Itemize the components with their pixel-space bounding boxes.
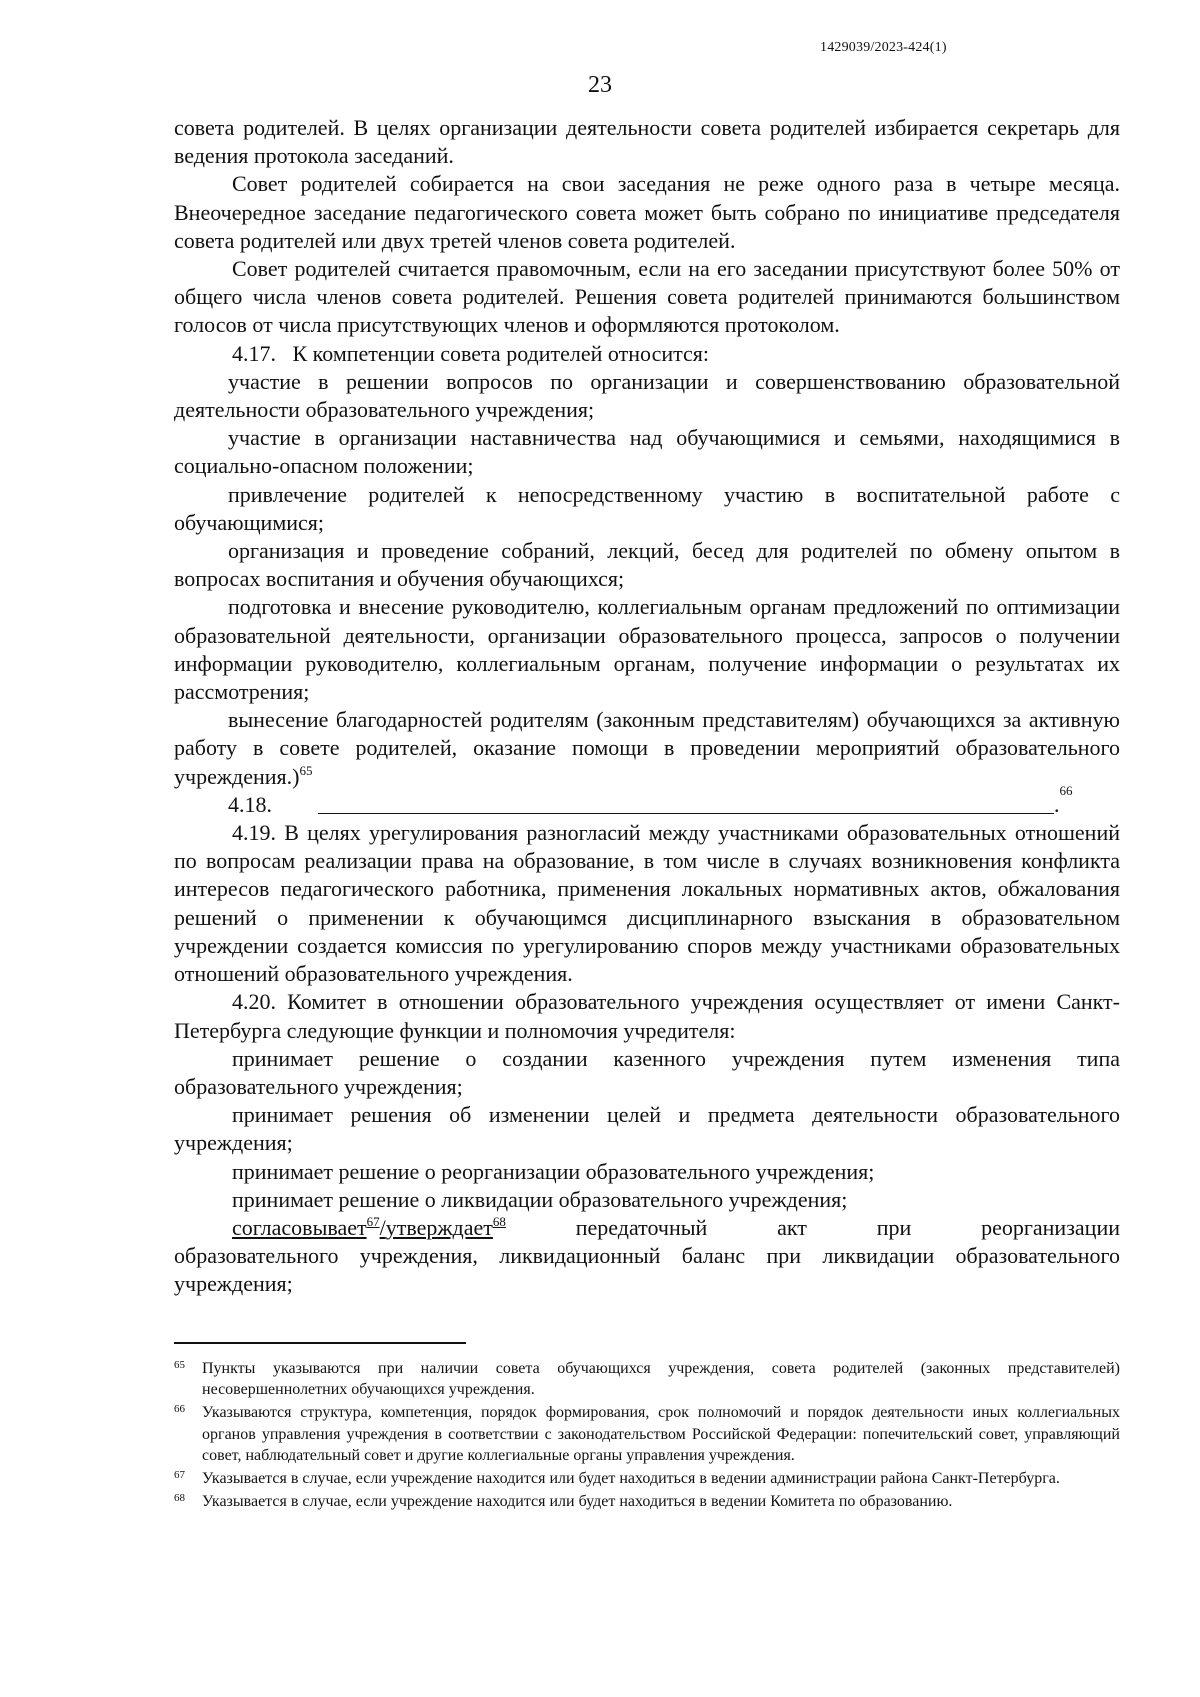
footnote-text: Указывается в случае, если учреждение находится или будет находиться в ведении администрации района Санкт-Петербурга. [202,1470,1060,1488]
blank-fill-line [318,791,1054,814]
slash: / [379,1214,386,1240]
footnote-separator [174,1342,466,1344]
footnote [174,1491,1120,1512]
list-item: участие в организации наставничества над обучающимися и семьями, находящимися в социально-опасном положении; [174,425,1120,479]
footnote-text: Пункты указываются при наличии совета обучающихся учреждения, совета родителей (законных представителей) несовершеннолетних обучающихся учреждения. [202,1360,1120,1399]
footnote-ref: 65 [299,762,313,778]
clause-4-20: 4.20. Комитет в отношении образовательного учреждения осуществляет от имени Санкт-Петербурга следующие функции и полномочия учредителя: [174,989,1120,1043]
paragraph-continuation: образовательного учреждения, ликвидационный баланс при ликвидации образовательного учреждения; [174,1243,1120,1297]
page-number: 23 [588,72,612,98]
list-item: принимает решение о создании казенного учреждения путем изменения типа образовательного учреждения; [174,1045,1120,1099]
paragraph: совета родителей. В целях организации деятельности совета родителей избирается секретарь для ведения протокола заседаний. [174,115,1120,169]
document-number: 1429039/2023-424(1) [820,40,947,55]
clause-end-period: . [1054,791,1060,817]
clause-4-18 [174,782,1120,819]
word: реорганизации [981,1214,1120,1240]
footnote-ref: 66 [1059,782,1073,798]
footnote [174,1468,1120,1489]
paragraph: Совет родителей собирается на свои заседания не реже одного раза в четыре месяца. Внеочередное заседание педагогического совета может быть собрано по инициативе председателя совета родителей или двух третей членов совета родителей. [174,171,1120,253]
list-item [174,1214,1120,1242]
word: акт [777,1214,807,1240]
list-item: организация и проведение собраний, лекций, бесед для родителей по обмену опытом в вопросах воспитания и обучения обучающихся; [174,538,1120,592]
list-item [174,706,1120,791]
list-item: принимает решения об изменении целей и предмета деятельности образовательного учреждения; [174,1102,1120,1156]
footnote-ref: 68 [492,1213,506,1229]
document-body [174,114,1120,1299]
word: при [876,1214,912,1240]
clause-4-19: 4.19. В целях урегулирования разногласий между участниками образовательных отношений по вопросам реализации права на образование, в том числе в случаях возникновения конфликта интересов педагогического работника, применения локальных нормативных актов, обжалования решений о применении к обучающимся дисциплинарного взыскания в образовательном учреждении создается комиссия по урегулированию споров между участниками образовательных отношений образовательного учреждения. [174,820,1120,987]
agree-approve-phrase [232,1214,506,1242]
underlined-word: утверждает [385,1214,493,1240]
footnote [174,1358,1120,1400]
footnote-number: 66 [174,1403,185,1416]
paragraph: Совет родителей считается правомочным, если на его заседании присутствуют более 50% от общего числа членов совета родителей. Решения совета родителей принимаются большинством голосов от числа присутствующих членов и оформляются протоколом. [174,256,1120,338]
footnote-text: Указываются структура, компетенция, порядок формирования, срок полномочий и порядок деятельности иных коллегиальных органов управления учреждения в соответствии с законодательством Российской Федерации: попечительский совет, управляющий совет, наблюдательный совет и другие коллегиальные органы управления учреждения. [202,1404,1120,1464]
list-item: подготовка и внесение руководителю, коллегиальным органам предложений по оптимизации образовательной деятельности, организации образовательного процесса, запросов о получении информации руководителю, коллегиальным органам, получение информации о результатах их рассмотрения; [174,594,1120,705]
list-item: участие в решении вопросов по организации и совершенствованию образовательной деятельности образовательного учреждения; [174,368,1120,423]
list-item: привлечение родителей к непосредственному участию в воспитательной работе с обучающимися; [174,481,1120,535]
footnote-number: 68 [174,1492,185,1505]
clause-number: 4.18. [228,791,272,817]
footnote-text: Указывается в случае, если учреждение находится или будет находиться в ведении Комитета по образованию. [202,1493,953,1511]
list-item-text: вынесение благодарностей родителям (законным представителям) обучающихся за активную работу в совете родителей, оказание помощи в проведении мероприятий образовательного учреждения.) [174,707,1120,789]
underlined-word: согласовывает [232,1214,367,1240]
footnote-ref: 67 [366,1213,380,1229]
list-item: принимает решение о реорганизации образовательного учреждения; [232,1158,875,1184]
footnotes [174,1358,1120,1514]
word: передаточный [575,1214,708,1240]
footnote-number: 67 [174,1469,185,1482]
footnote [174,1402,1120,1466]
list-item: принимает решение о ликвидации образовательного учреждения; [232,1186,848,1212]
clause-4-17: 4.17. К компетенции совета родителей относится: [232,340,709,366]
footnote-number: 65 [174,1359,185,1371]
